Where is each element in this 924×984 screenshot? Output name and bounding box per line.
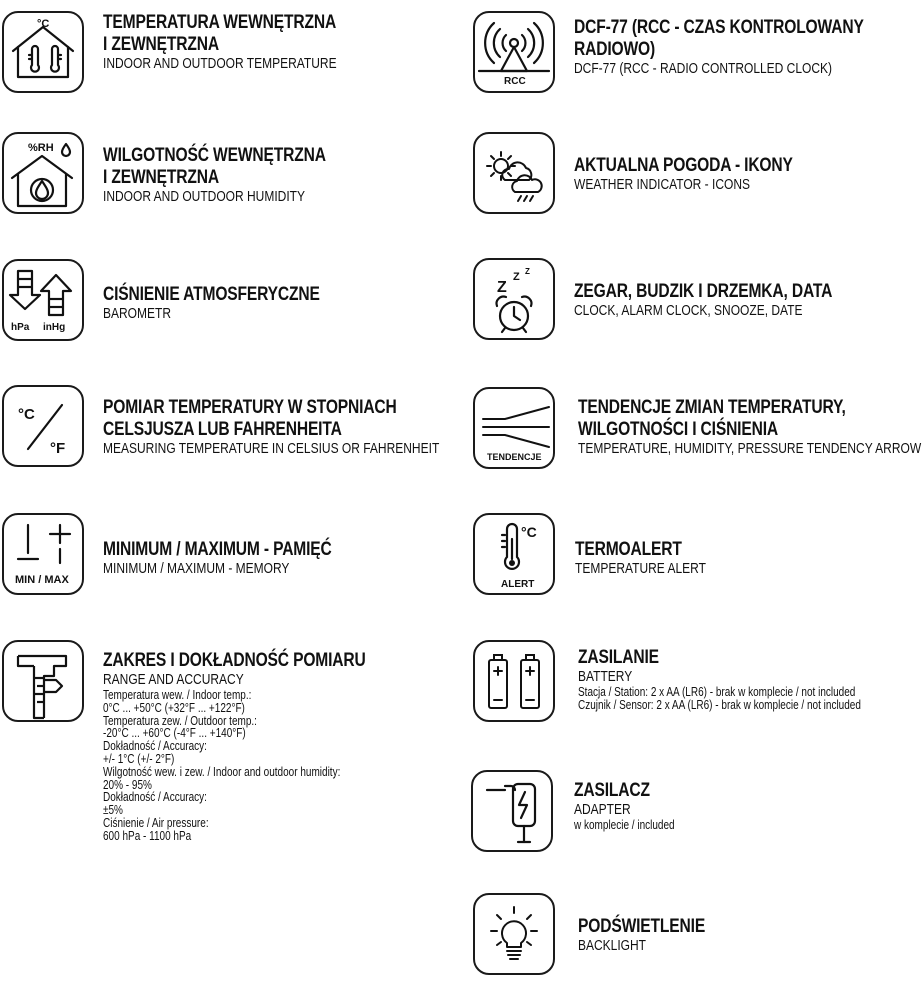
feature-subtitle: DCF-77 (RCC - RADIO CONTROLLED CLOCK) xyxy=(574,60,833,77)
feature-title: ZEGAR, BUDZIK I DRZEMKA, DATA xyxy=(574,280,833,302)
feature-title: ZASILANIE xyxy=(578,646,659,668)
feature-subtitle: CLOCK, ALARM CLOCK, SNOOZE, DATE xyxy=(574,302,803,319)
radio-tower-icon xyxy=(473,11,555,93)
detail-line: Stacja / Station: 2 x AA (LR6) - brak w komplecie / not included xyxy=(578,685,856,699)
light-bulb-icon xyxy=(473,893,555,975)
feature-text xyxy=(578,646,924,712)
feature-subtitle: INDOOR AND OUTDOOR HUMIDITY xyxy=(103,188,306,205)
detail-line: Czujnik / Sensor: 2 x AA (LR6) - brak w komplecie / not included xyxy=(578,697,861,712)
feature-text xyxy=(578,915,924,955)
feature-text xyxy=(103,649,433,843)
svg-text:TENDENCJE: TENDENCJE xyxy=(487,452,542,462)
adapter-details xyxy=(574,819,862,832)
feature-subtitle: BAROMETR xyxy=(103,305,172,322)
svg-text:°C: °C xyxy=(18,406,35,423)
house-humidity-icon xyxy=(2,132,84,214)
svg-text:%RH: %RH xyxy=(28,142,54,154)
svg-text:inHg: inHg xyxy=(43,322,66,333)
feature-text xyxy=(574,280,924,320)
svg-text:MIN / MAX: MIN / MAX xyxy=(15,574,69,586)
feature-title: CIŚNIENIE ATMOSFERYCZNE xyxy=(103,283,320,305)
feature-title: TENDENCJE ZMIAN TEMPERATURY, WILGOTNOŚCI I CIŚNIENIA xyxy=(578,396,846,440)
sun-cloud-rain-icon xyxy=(473,132,555,214)
feature-title: WILGOTNOŚĆ WEWNĘTRZNA I ZEWNĘTRZNA xyxy=(103,144,326,188)
feature-title: DCF-77 (RCC - CZAS KONTROLOWANY RADIOWO) xyxy=(574,16,864,60)
feature-subtitle: TEMPERATURE, HUMIDITY, PRESSURE TENDENCY ARROW xyxy=(578,440,922,457)
svg-text:°F: °F xyxy=(50,440,66,457)
detail-line: 20% - 95% xyxy=(103,777,152,792)
svg-text:Z: Z xyxy=(513,271,520,283)
svg-text:hPa: hPa xyxy=(11,322,30,333)
svg-text:°C: °C xyxy=(37,18,50,30)
feature-title: ZAKRES I DOKŁADNOŚĆ POMIARU xyxy=(103,649,366,671)
feature-title: TEMPERATURA WEWNĘTRZNA I ZEWNĘTRZNA xyxy=(103,11,337,55)
detail-line: -20°C ... +60°C (-4°F ... +140°F) xyxy=(103,726,246,741)
detail-line: 600 hPa - 1100 hPa xyxy=(103,828,192,843)
power-adapter-icon xyxy=(471,770,553,852)
feature-subtitle: RANGE AND ACCURACY xyxy=(103,671,244,688)
feature-subtitle: WEATHER INDICATOR - ICONS xyxy=(574,176,751,193)
feature-text xyxy=(574,16,924,78)
feature-text xyxy=(103,11,433,73)
detail-line: ±5% xyxy=(103,803,123,818)
detail-line: Temperatura wew. / Indoor temp.: xyxy=(103,688,252,702)
feature-subtitle: BACKLIGHT xyxy=(578,937,647,954)
svg-text:ALERT: ALERT xyxy=(501,579,535,590)
detail-line: Dokładność / Accuracy: xyxy=(103,739,207,754)
trend-lines-icon xyxy=(473,387,555,469)
house-thermometer-icon xyxy=(2,11,84,93)
detail-line: Dokładność / Accuracy: xyxy=(103,790,207,805)
svg-text:°C: °C xyxy=(521,524,537,540)
thermometer-alert-icon xyxy=(473,513,555,595)
feature-text xyxy=(574,779,924,832)
range-details xyxy=(103,689,367,843)
feature-text xyxy=(103,538,433,578)
feature-title: AKTUALNA POGODA - IKONY xyxy=(574,154,793,176)
feature-subtitle: INDOOR AND OUTDOOR TEMPERATURE xyxy=(103,55,337,72)
svg-text:Z: Z xyxy=(525,267,530,276)
feature-subtitle: MEASURING TEMPERATURE IN CELSIUS OR FAHRENHEIT xyxy=(103,440,440,457)
feature-subtitle: TEMPERATURE ALERT xyxy=(575,560,706,577)
detail-line: w komplecie / included xyxy=(574,818,675,832)
feature-text xyxy=(574,154,924,194)
detail-line: Wilgotność wew. i zew. / Indoor and outdoor humidity: xyxy=(103,764,341,779)
batteries-icon xyxy=(473,640,555,722)
feature-title: PODŚWIETLENIE xyxy=(578,915,706,937)
alarm-clock-icon xyxy=(473,258,555,340)
feature-text xyxy=(103,144,433,206)
detail-line: 0°C ... +50°C (+32°F ... +122°F) xyxy=(103,700,245,715)
feature-text xyxy=(103,396,440,458)
svg-text:Z: Z xyxy=(497,279,507,296)
feature-title: POMIAR TEMPERATURY W STOPNIACH CELSJUSZA LUB FAHRENHEITA xyxy=(103,396,397,440)
feature-subtitle: MINIMUM / MAXIMUM - MEMORY xyxy=(103,560,290,577)
svg-text:RCC: RCC xyxy=(504,76,526,87)
feature-subtitle: BATTERY xyxy=(578,668,633,685)
pressure-arrows-icon xyxy=(2,259,84,341)
feature-subtitle: ADAPTER xyxy=(574,801,631,818)
celsius-fahrenheit-icon xyxy=(2,385,84,467)
feature-title: MINIMUM / MAXIMUM - PAMIĘĆ xyxy=(103,538,332,560)
feature-text xyxy=(578,396,924,458)
detail-line: Ciśnienie / Air pressure: xyxy=(103,815,209,830)
detail-line: +/- 1°C (+/- 2°F) xyxy=(103,751,175,766)
feature-text xyxy=(103,283,433,323)
feature-title: TERMOALERT xyxy=(575,538,682,560)
min-max-icon xyxy=(2,513,84,595)
feature-text xyxy=(575,538,924,578)
caliper-icon xyxy=(2,640,84,722)
feature-title: ZASILACZ xyxy=(574,779,650,801)
detail-line: Temperatura zew. / Outdoor temp.: xyxy=(103,713,257,728)
battery-details xyxy=(578,686,866,712)
